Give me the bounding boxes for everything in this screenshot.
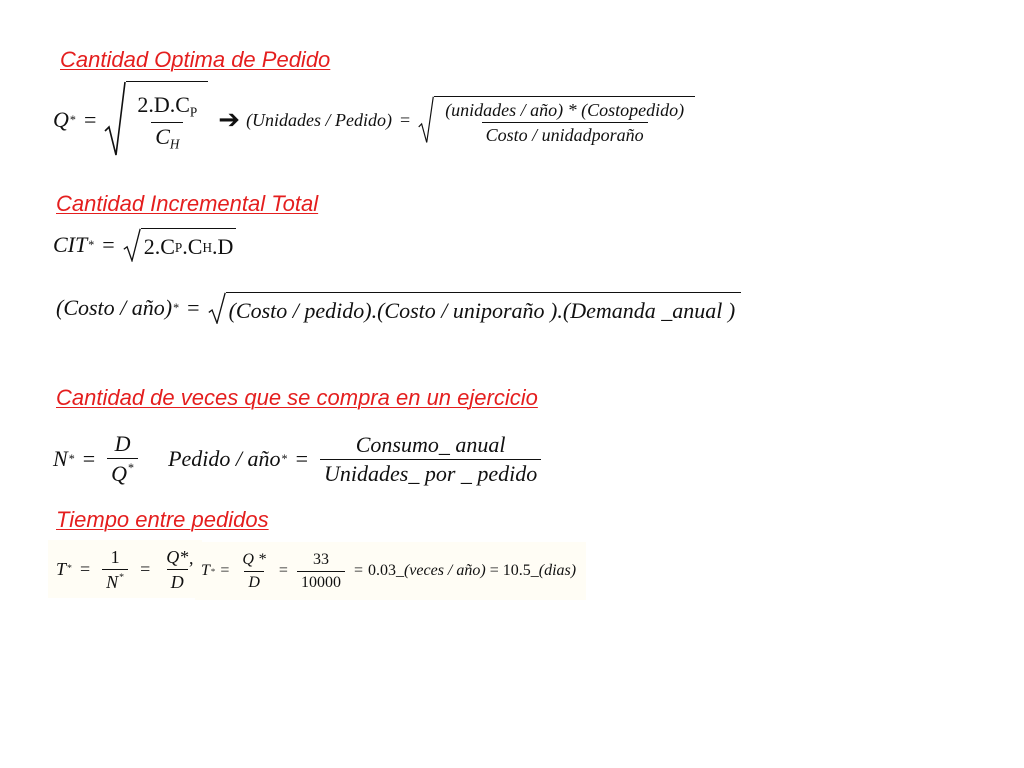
formula-separator bbox=[189, 548, 194, 568]
equals-sign: = bbox=[220, 562, 230, 579]
subscript: H bbox=[169, 136, 180, 152]
fraction bbox=[102, 548, 128, 591]
formula-optimal-order-quantity bbox=[53, 80, 695, 160]
equals-sign: = bbox=[295, 446, 308, 471]
arrow-right-icon: ➔ bbox=[218, 105, 241, 135]
numerator: Consumo_ anual bbox=[355, 431, 506, 457]
numerator: 1 bbox=[110, 546, 120, 567]
equals-sign: = bbox=[102, 232, 115, 257]
equals-sign: = bbox=[400, 110, 411, 130]
formula-lhs: N bbox=[53, 446, 68, 471]
formula-time-between-orders bbox=[48, 540, 202, 598]
denominator: D bbox=[167, 569, 188, 591]
formula-cost-per-year bbox=[56, 288, 741, 328]
denominator-text: Q bbox=[111, 461, 128, 487]
radicand bbox=[434, 96, 695, 144]
fraction bbox=[133, 94, 201, 151]
radical-sign-icon bbox=[208, 292, 226, 325]
denominator bbox=[102, 569, 128, 591]
formula-cit bbox=[53, 224, 236, 266]
denominator: 10000 bbox=[297, 571, 345, 591]
equals-sign: = bbox=[187, 295, 200, 320]
formula-lhs-units: (Unidades / Pedido) bbox=[246, 110, 393, 130]
numerator: D bbox=[114, 430, 131, 456]
denominator-text: C bbox=[155, 124, 170, 149]
fraction bbox=[238, 552, 270, 591]
square-root bbox=[418, 96, 695, 144]
value-orders-per-year: 0.03 bbox=[367, 562, 396, 579]
square-root bbox=[208, 292, 742, 325]
radicand bbox=[141, 228, 237, 262]
equals-sign: = bbox=[140, 559, 151, 579]
equals-sign: = bbox=[79, 559, 91, 579]
equals-sign: = bbox=[353, 562, 363, 579]
equals-sign: = bbox=[82, 446, 96, 471]
superscript: * bbox=[173, 300, 180, 315]
superscript: * bbox=[128, 460, 135, 475]
numerator: 33 bbox=[312, 550, 329, 568]
subscript: P bbox=[174, 239, 183, 255]
superscript: * bbox=[67, 563, 72, 575]
superscript: * bbox=[281, 451, 288, 466]
unit-days: _(dias) bbox=[530, 562, 577, 579]
numerator bbox=[133, 94, 201, 122]
equals-sign: = bbox=[83, 107, 97, 132]
equals-sign: = bbox=[489, 562, 499, 579]
subscript: H bbox=[202, 239, 212, 255]
heading-cantidad-incremental: Cantidad Incremental Total bbox=[56, 191, 319, 216]
fraction bbox=[107, 430, 138, 487]
fraction bbox=[320, 431, 541, 486]
superscript: * bbox=[88, 237, 95, 252]
numerator: Q* bbox=[166, 546, 189, 567]
superscript: * bbox=[210, 565, 216, 576]
radicand-part: .C bbox=[182, 234, 203, 260]
formula-lhs: Q bbox=[53, 107, 69, 132]
denominator bbox=[107, 458, 138, 485]
radicand bbox=[126, 81, 208, 159]
formula-lhs: T bbox=[201, 562, 210, 579]
fraction bbox=[162, 548, 192, 591]
square-root bbox=[104, 81, 208, 159]
subscript: P bbox=[189, 104, 198, 120]
formula-lhs: CIT bbox=[53, 232, 88, 257]
superscript: * bbox=[68, 451, 75, 466]
numerator-text: 2.D.C bbox=[137, 92, 190, 118]
heading-cantidad-veces: Cantidad de veces que se compra en un ejercicio bbox=[56, 385, 538, 410]
formula-lhs: T bbox=[56, 559, 67, 579]
equals-sign: = bbox=[278, 562, 288, 579]
heading-tiempo-pedidos: Tiempo entre pedidos bbox=[56, 507, 269, 532]
denominator: Unidades_ por _ pedido bbox=[320, 459, 541, 485]
square-root bbox=[123, 228, 237, 262]
unit-orders-per-year: _(veces / año) bbox=[395, 562, 486, 579]
radical-sign-icon bbox=[123, 228, 141, 262]
comma: , bbox=[189, 548, 194, 568]
formula-lhs: (Costo / año) bbox=[56, 295, 173, 320]
denominator: D bbox=[244, 571, 264, 591]
numerator: Q * bbox=[242, 550, 266, 568]
heading-cantidad-optima: Cantidad Optima de Pedido bbox=[60, 47, 331, 72]
fraction bbox=[297, 552, 345, 591]
formula-number-of-orders bbox=[53, 428, 545, 490]
denominator-text: N bbox=[106, 571, 119, 592]
superscript: * bbox=[69, 112, 76, 127]
superscript: * bbox=[119, 572, 125, 584]
radicand-part: 2.C bbox=[143, 234, 175, 260]
formula-lhs-orders: Pedido / año bbox=[168, 446, 281, 471]
radical-sign-icon bbox=[418, 96, 434, 144]
numerator: (unidades / año) * (Costopedido) bbox=[445, 100, 685, 120]
value-days: 10.5 bbox=[502, 562, 531, 579]
radical-sign-icon bbox=[104, 81, 126, 159]
radicand-part: .D bbox=[211, 234, 234, 260]
denominator: Costo / unidadporaño bbox=[482, 122, 648, 144]
radicand: (Costo / pedido).(Costo / uniporaño ).(Demanda _anual ) bbox=[226, 292, 742, 325]
formula-time-between-orders-calculated bbox=[195, 542, 586, 600]
fraction bbox=[441, 101, 688, 144]
denominator bbox=[151, 122, 183, 151]
